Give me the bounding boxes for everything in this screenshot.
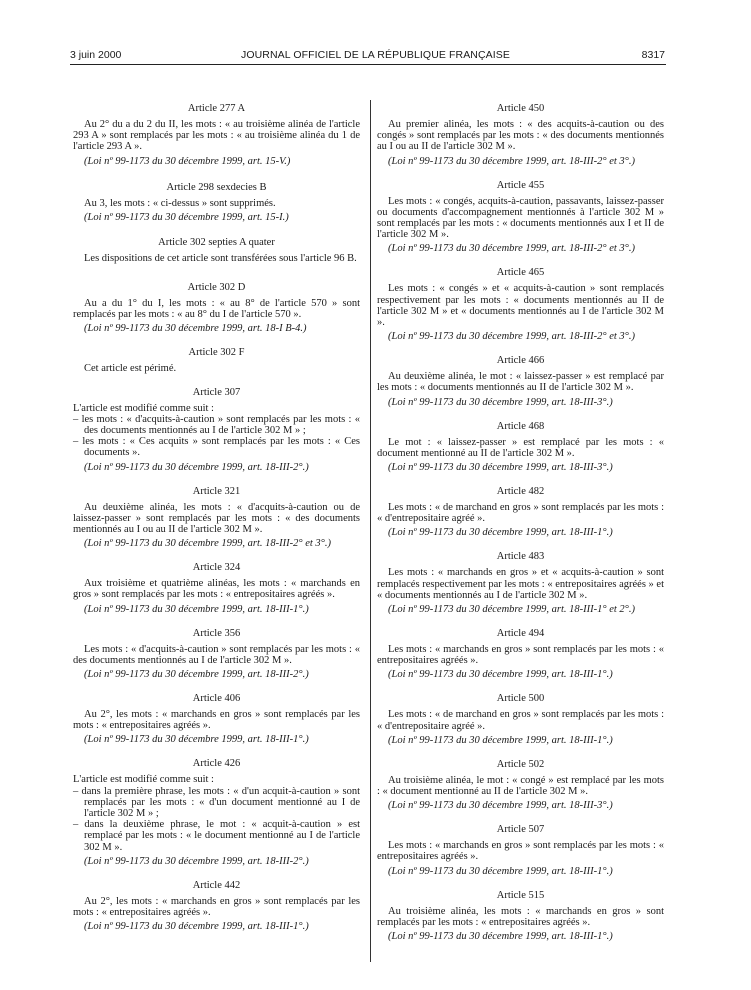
- article-title: Article 468: [496, 420, 545, 432]
- article-text: Au premier alinéa, les mots : « des acquits-à-caution ou des congés » sont remplacés par les mots : « des documents mentionnés au I ou au II de l'article 302 M ».: [377, 119, 664, 153]
- article: [73, 387, 360, 474]
- article-title: Article 515: [496, 889, 545, 901]
- article-title: Article 442: [192, 879, 241, 891]
- right-column: [377, 103, 664, 943]
- article-text: Au troisième alinéa, les mots : « marchands en gros » sont remplacés par les mots : « entrepositaires agréés ».: [377, 905, 664, 928]
- article: [73, 347, 360, 374]
- article-reference: (Loi nº 99-1173 du 30 décembre 1999, art. 18-I B-4.): [84, 323, 307, 335]
- article-reference: (Loi nº 99-1173 du 30 décembre 1999, art. 18-III-1°.): [84, 734, 309, 746]
- article-reference: (Loi nº 99-1173 du 30 décembre 1999, art. 18-III-1°.): [388, 527, 613, 539]
- article: [377, 890, 664, 943]
- list-item: – dans la deuxième phrase, le mot : « acquit-à-caution » est remplacé par les mots : « le document mentionné au I de l'article 302 M ».: [73, 819, 360, 853]
- article-reference: (Loi nº 99-1173 du 30 décembre 1999, art. 18-III-2°.): [84, 461, 309, 473]
- article-reference: (Loi nº 99-1173 du 30 décembre 1999, art. 18-III-1°.): [388, 734, 613, 746]
- article-title: Article 455: [496, 179, 545, 191]
- article: [377, 551, 664, 616]
- article-reference: (Loi nº 99-1173 du 30 décembre 1999, art. 18-III-1°.): [388, 865, 613, 877]
- article: [377, 693, 664, 746]
- article-title: Article 307: [192, 386, 241, 398]
- article-text: Au a du 1° du I, les mots : « au 8° de l'article 570 » sont remplacés par les mots : « au 8° du I de l'article 570 ».: [73, 298, 360, 321]
- article: [377, 355, 664, 408]
- article-title: Article 298 sexdecies B: [166, 181, 267, 193]
- article-reference: (Loi nº 99-1173 du 30 décembre 1999, art. 18-III-3°.): [388, 462, 613, 474]
- article: [377, 267, 664, 343]
- article-reference: (Loi nº 99-1173 du 30 décembre 1999, art. 15-I.): [84, 211, 289, 223]
- article-reference: (Loi nº 99-1173 du 30 décembre 1999, art. 18-III-1°.): [84, 921, 309, 933]
- article-text: Les mots : « de marchand en gros » sont remplacés par les mots : « d'entrepositaire agréé ».: [377, 709, 664, 732]
- article-text: Les mots : « congés » et « acquits-à-caution » sont remplacés respectivement par les mots : « documents mentionnés au II de l'article 302 M » et « documents mentionnés au I de l'article 302 M ».: [377, 283, 664, 329]
- article-text: Les mots : « d'acquits-à-caution » sont remplacés par les mots : « des documents mentionnés au I de l'article 302 M ».: [73, 643, 360, 666]
- article: [377, 628, 664, 681]
- article-title: Article 466: [496, 355, 545, 367]
- amendment-list: [73, 786, 360, 853]
- article-title: Article 482: [496, 486, 545, 498]
- article-text: Au 3, les mots : « ci-dessus » sont supprimés.: [84, 197, 276, 209]
- article: [377, 486, 664, 539]
- article: [377, 759, 664, 812]
- article-text: Les mots : « marchands en gros » sont remplacés par les mots : « entrepositaires agréés ».: [377, 644, 664, 667]
- article: [73, 628, 360, 681]
- article-title: Article 450: [496, 103, 545, 114]
- article: [73, 880, 360, 933]
- header-rule: [70, 64, 666, 65]
- article: [73, 182, 360, 224]
- article-reference: (Loi nº 99-1173 du 30 décembre 1999, art. 18-III-1° et 2°.): [388, 604, 635, 616]
- article-reference: (Loi nº 99-1173 du 30 décembre 1999, art. 18-III-2° et 3°.): [388, 331, 635, 343]
- article: [73, 103, 360, 168]
- article-reference: (Loi nº 99-1173 du 30 décembre 1999, art. 18-III-1°.): [388, 669, 613, 681]
- article: [73, 237, 360, 264]
- article-title: Article 494: [496, 628, 545, 640]
- article-reference: (Loi nº 99-1173 du 30 décembre 1999, art. 18-III-2° et 3°.): [388, 243, 635, 255]
- article-text: Cet article est périmé.: [84, 363, 177, 375]
- article-title: Article 406: [192, 693, 241, 705]
- article-reference: (Loi nº 99-1173 du 30 décembre 1999, art. 18-III-3°.): [388, 800, 613, 812]
- article: [377, 824, 664, 877]
- article-title: Article 277 A: [187, 103, 246, 114]
- article-reference: (Loi nº 99-1173 du 30 décembre 1999, art. 18-III-1°.): [84, 603, 309, 615]
- column-divider: [370, 100, 371, 962]
- article-title: Article 426: [192, 758, 241, 770]
- article-reference: (Loi nº 99-1173 du 30 décembre 1999, art. 18-III-3°.): [388, 396, 613, 408]
- article-title: Article 321: [192, 485, 241, 497]
- article: [377, 421, 664, 474]
- list-item: – dans la première phrase, les mots : « d'un acquit-à-caution » sont remplacés par les mots : « d'un document mentionné au I de l'article 302 M » ;: [73, 786, 360, 820]
- page-header: [0, 49, 751, 63]
- article-text: Aux troisième et quatrième alinéas, les mots : « marchands en gros » sont remplacés par les mots : « entrepositaires agréés ».: [73, 578, 360, 601]
- article-reference: (Loi nº 99-1173 du 30 décembre 1999, art. 18-III-2° et 3°.): [84, 538, 331, 550]
- article-text: Au 2°, les mots : « marchands en gros » sont remplacés par les mots : « entrepositaires agréés ».: [73, 709, 360, 732]
- amendment-list: [73, 414, 360, 459]
- article-title: Article 302 D: [187, 282, 246, 294]
- article-title: Article 356: [192, 627, 241, 639]
- list-item: – les mots : « d'acquits-à-caution » sont remplacés par les mots : « des documents mentionnés au I de l'article 302 M » ;: [73, 414, 360, 436]
- journal-title: JOURNAL OFFICIEL DE LA RÉPUBLIQUE FRANÇAISE: [241, 49, 510, 61]
- article: [73, 562, 360, 615]
- article: [377, 103, 664, 168]
- article: [73, 693, 360, 746]
- article-intro: L'article est modifié comme suit :: [73, 402, 214, 414]
- article: [73, 758, 360, 867]
- list-item: – les mots : « Ces acquits » sont remplacés par les mots : « Ces documents ».: [73, 436, 360, 458]
- article-text: Les dispositions de cet article sont transférées sous l'article 96 B.: [84, 252, 357, 264]
- article-reference: (Loi nº 99-1173 du 30 décembre 1999, art. 18-III-2°.): [84, 669, 309, 681]
- article-reference: (Loi nº 99-1173 du 30 décembre 1999, art. 18-III-2° et 3°.): [388, 155, 635, 167]
- left-column: [73, 103, 360, 933]
- article-reference: (Loi nº 99-1173 du 30 décembre 1999, art. 15-V.): [84, 155, 291, 167]
- article-title: Article 507: [496, 824, 545, 836]
- article-title: Article 302 F: [188, 347, 245, 359]
- article-text: Le mot : « laissez-passer » est remplacé par les mots : « document mentionné au II de l'article 302 M ».: [377, 436, 664, 459]
- article-text: Au 2°, les mots : « marchands en gros » sont remplacés par les mots : « entrepositaires agréés ».: [73, 895, 360, 919]
- article-text: Les mots : « marchands en gros » sont remplacés par les mots : « entrepositaires agréés ».: [377, 840, 664, 863]
- article-title: Article 324: [192, 562, 241, 574]
- article: [377, 180, 664, 256]
- article-title: Article 502: [496, 758, 545, 770]
- article-title: Article 302 septies A quater: [158, 236, 275, 248]
- header-date: 3 juin 2000: [70, 49, 122, 61]
- page-number: 8317: [641, 49, 665, 61]
- article: [73, 486, 360, 551]
- article-text: Au deuxième alinéa, les mots : « d'acquits-à-caution ou de laissez-passer » sont remplacés par les mots : « des documents mentionnés au I ou au II de l'article 302 M ».: [73, 501, 360, 536]
- article-text: Au deuxième alinéa, le mot : « laissez-passer » est remplacé par les mots : « documents mentionnés au II de l'article 302 M ».: [377, 371, 664, 394]
- article-reference: (Loi nº 99-1173 du 30 décembre 1999, art. 18-III-2°.): [84, 855, 309, 867]
- article-title: Article 483: [496, 551, 545, 563]
- article-title: Article 465: [496, 267, 545, 279]
- article-text: Les mots : « marchands en gros » et « acquits-à-caution » sont remplacés respectivement par les mots : « entrepositaires agréés » et « documents mentionnés au I de l'article 302 M ».: [377, 567, 664, 601]
- article-title: Article 500: [496, 693, 545, 705]
- article-text: Au 2° du a du 2 du II, les mots : « au troisième alinéa de l'article 293 A » sont remplacés par les mots : « au troisième alinéa du 1 de l'article 293 A ».: [73, 119, 360, 153]
- article: [73, 282, 360, 335]
- article-intro: L'article est modifié comme suit :: [73, 774, 214, 786]
- article-text: Les mots : « congés, acquits-à-caution, passavants, laissez-passer ou documents d'accompagnement mentionnés à l'article 302 M » sont remplacés par les mots : « documents mentionnés aux I et II de l'article 302 M ».: [377, 195, 664, 241]
- article-reference: (Loi nº 99-1173 du 30 décembre 1999, art. 18-III-1°.): [388, 931, 613, 943]
- article-text: Au troisième alinéa, le mot : « congé » est remplacé par les mots : « document mentionné au II de l'article 302 M ».: [377, 774, 664, 798]
- article-text: Les mots : « de marchand en gros » sont remplacés par les mots : « d'entrepositaire agréé ».: [377, 502, 664, 525]
